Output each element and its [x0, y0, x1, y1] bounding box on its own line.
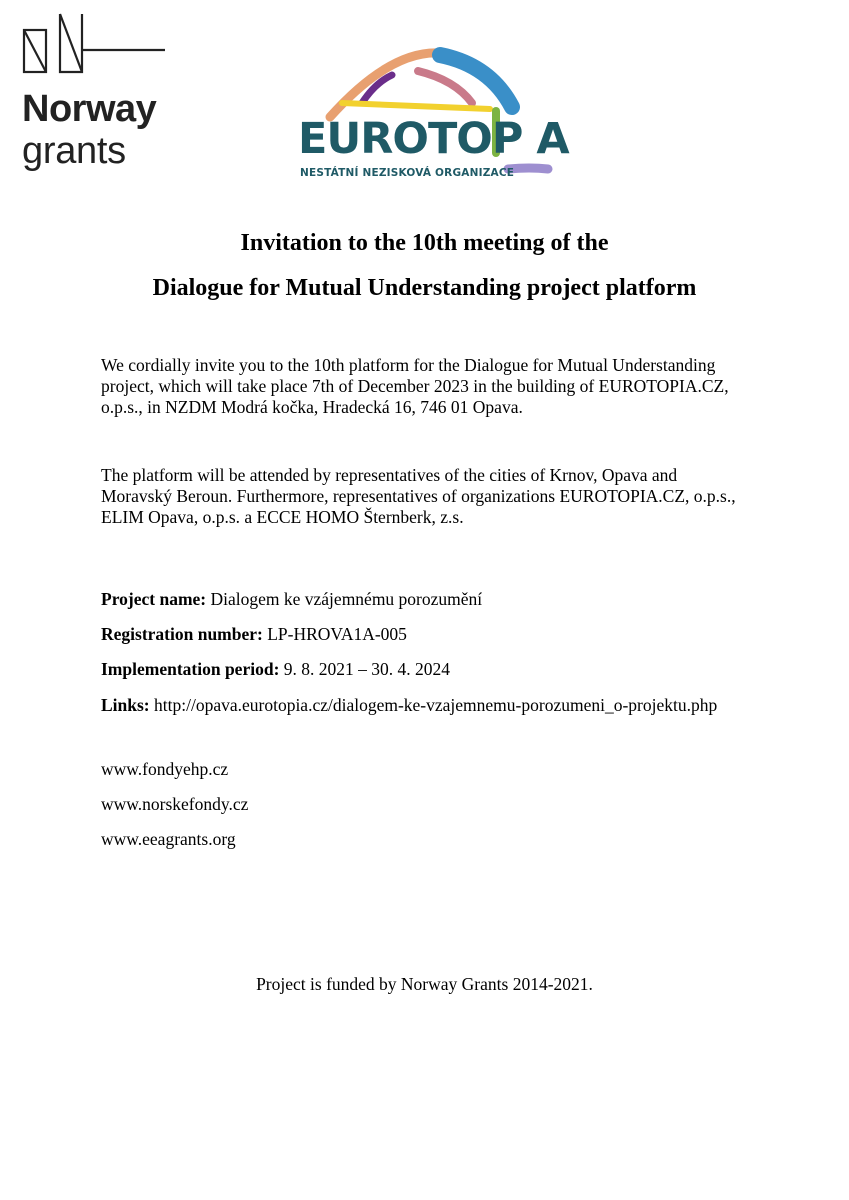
links-label: Links: [101, 695, 150, 715]
registration-number-value: LP-HROVA1A-005 [262, 624, 407, 644]
registration-number-row [101, 624, 751, 645]
page-title-line-1: Invitation to the 10th meeting of the [240, 230, 609, 256]
implementation-period-row [101, 659, 751, 680]
implementation-period-value: 9. 8. 2021 – 30. 4. 2024 [279, 659, 451, 679]
implementation-period-label: Implementation period: [101, 659, 280, 679]
norway-grants-mark-icon [22, 12, 172, 77]
project-link[interactable]: http://opava.eurotopia.cz/dialogem-ke-vzajemnemu-porozumeni_o-projektu.php [149, 695, 718, 715]
funding-note: Project is funded by Norway Grants 2014-2021. [256, 974, 593, 994]
registration-number-label: Registration number: [101, 624, 263, 644]
eurotopia-name: EUROTOP A [298, 114, 569, 164]
project-name-row [101, 589, 751, 610]
page-title-line-2: Dialogue for Mutual Understanding project platform [152, 275, 697, 301]
website-link-fondyehp[interactable]: www.fondyehp.cz [101, 759, 229, 779]
norway-grants-logo [22, 12, 172, 177]
norway-grants-word-norway: Norway [22, 88, 157, 130]
attendees-paragraph: The platform will be attended by representatives of the cities of Krnov, Opava and Moravský Beroun. Furthermore, representatives of organizations EUROTOPIA.CZ, o.p.s., ELIM Opava, o.p.s. a ECCE HOMO Šternberk, z.s. [101, 465, 736, 527]
eurotopia-subtitle: NESTÁTNÍ NEZISKOVÁ ORGANIZACE [300, 167, 515, 179]
eurotopia-logo [290, 45, 569, 185]
website-link-norskefondy[interactable]: www.norskefondy.cz [101, 794, 249, 814]
project-name-value: Dialogem ke vzájemnému porozumění [206, 589, 483, 609]
invitation-paragraph: We cordially invite you to the 10th platform for the Dialogue for Mutual Understanding project, which will take place 7th of December 2023 in the building of EUROTOPIA.CZ, o.p.s., in NZDM Modrá kočka, Hradecká 16, 746 01 Opava. [101, 355, 729, 417]
project-name-label: Project name: [101, 589, 207, 609]
website-link-eeagrants[interactable]: www.eeagrants.org [101, 829, 236, 849]
links-row [101, 695, 751, 716]
norway-grants-word-grants: grants [22, 130, 126, 172]
